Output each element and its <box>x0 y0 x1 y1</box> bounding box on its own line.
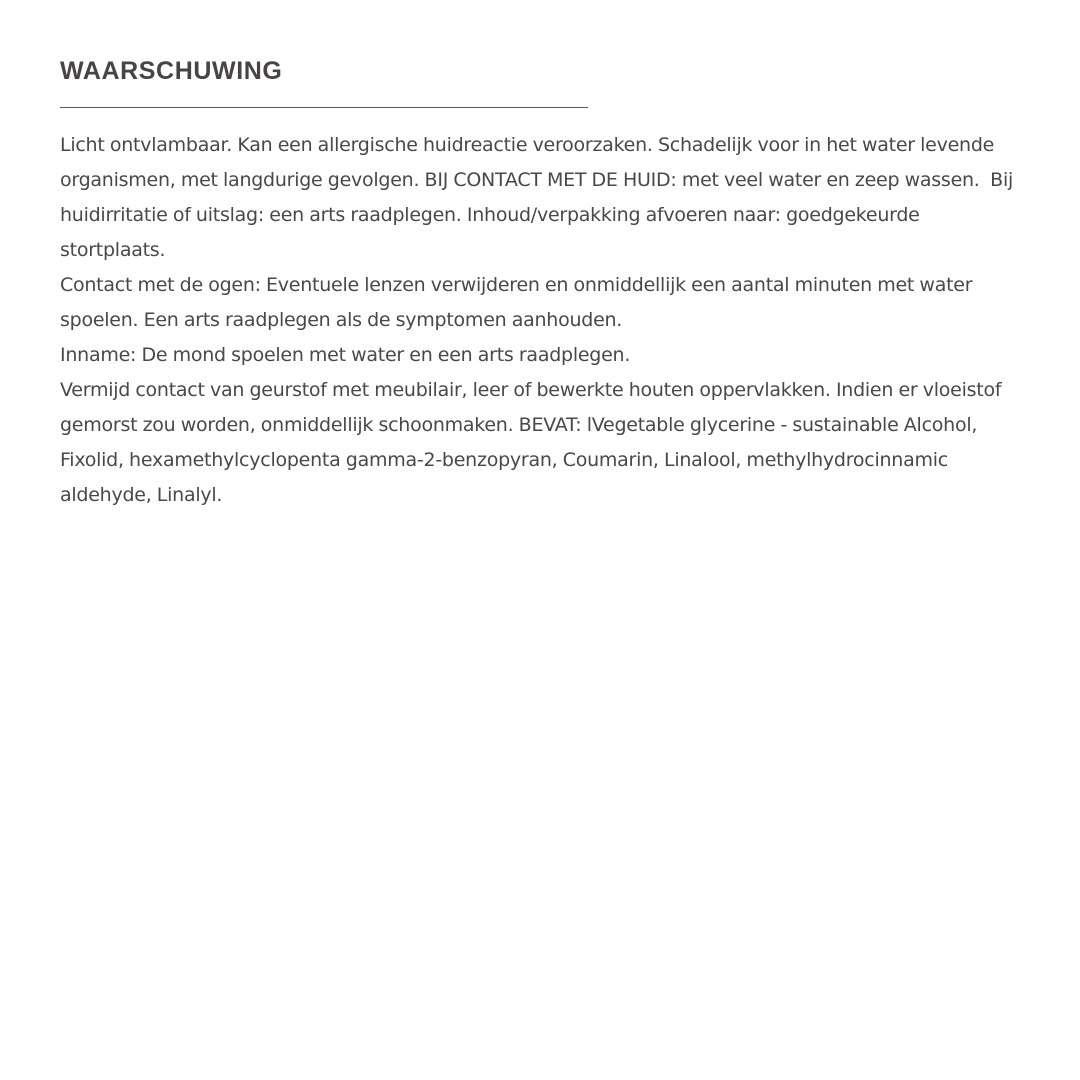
hazard-statements-paragraph: Licht ontvlambaar. Kan een allergische huidreactie veroorzaken. Schadelijk voor in het water levende organismen, met langdurige gevolgen. BIJ CONTACT MET DE HUID: met veel water en zeep wassen. Bij huidirritatie of uitslag: een arts raadplegen. Inhoud/verpakking afvoeren naar: goedgekeurde stortplaats. <box>60 134 1019 261</box>
ingestion-paragraph: Inname: De mond spoelen met water en een arts raadplegen. <box>60 344 631 366</box>
title-divider <box>60 107 588 108</box>
ingredients-paragraph: Vermijd contact van geurstof met meubilair, leer of bewerkte houten oppervlakken. Indien er vloeistof gemorst zou worden, onmiddellijk schoonmaken. BEVAT: lVegetable glycerine - sustainable Alcohol, Fixolid, hexamethylcyclopenta gamma-2-benzopyran, Coumarin, Linalool, methylhydrocinnamic aldehyde, Linalyl. <box>60 379 1007 506</box>
eye-contact-paragraph: Contact met de ogen: Eventuele lenzen verwijderen en onmiddellijk een aantal minuten met water spoelen. Een arts raadplegen als de symptomen aanhouden. <box>60 274 978 331</box>
warning-title: WAARSCHUWING <box>60 57 283 85</box>
warning-body <box>60 128 1030 513</box>
